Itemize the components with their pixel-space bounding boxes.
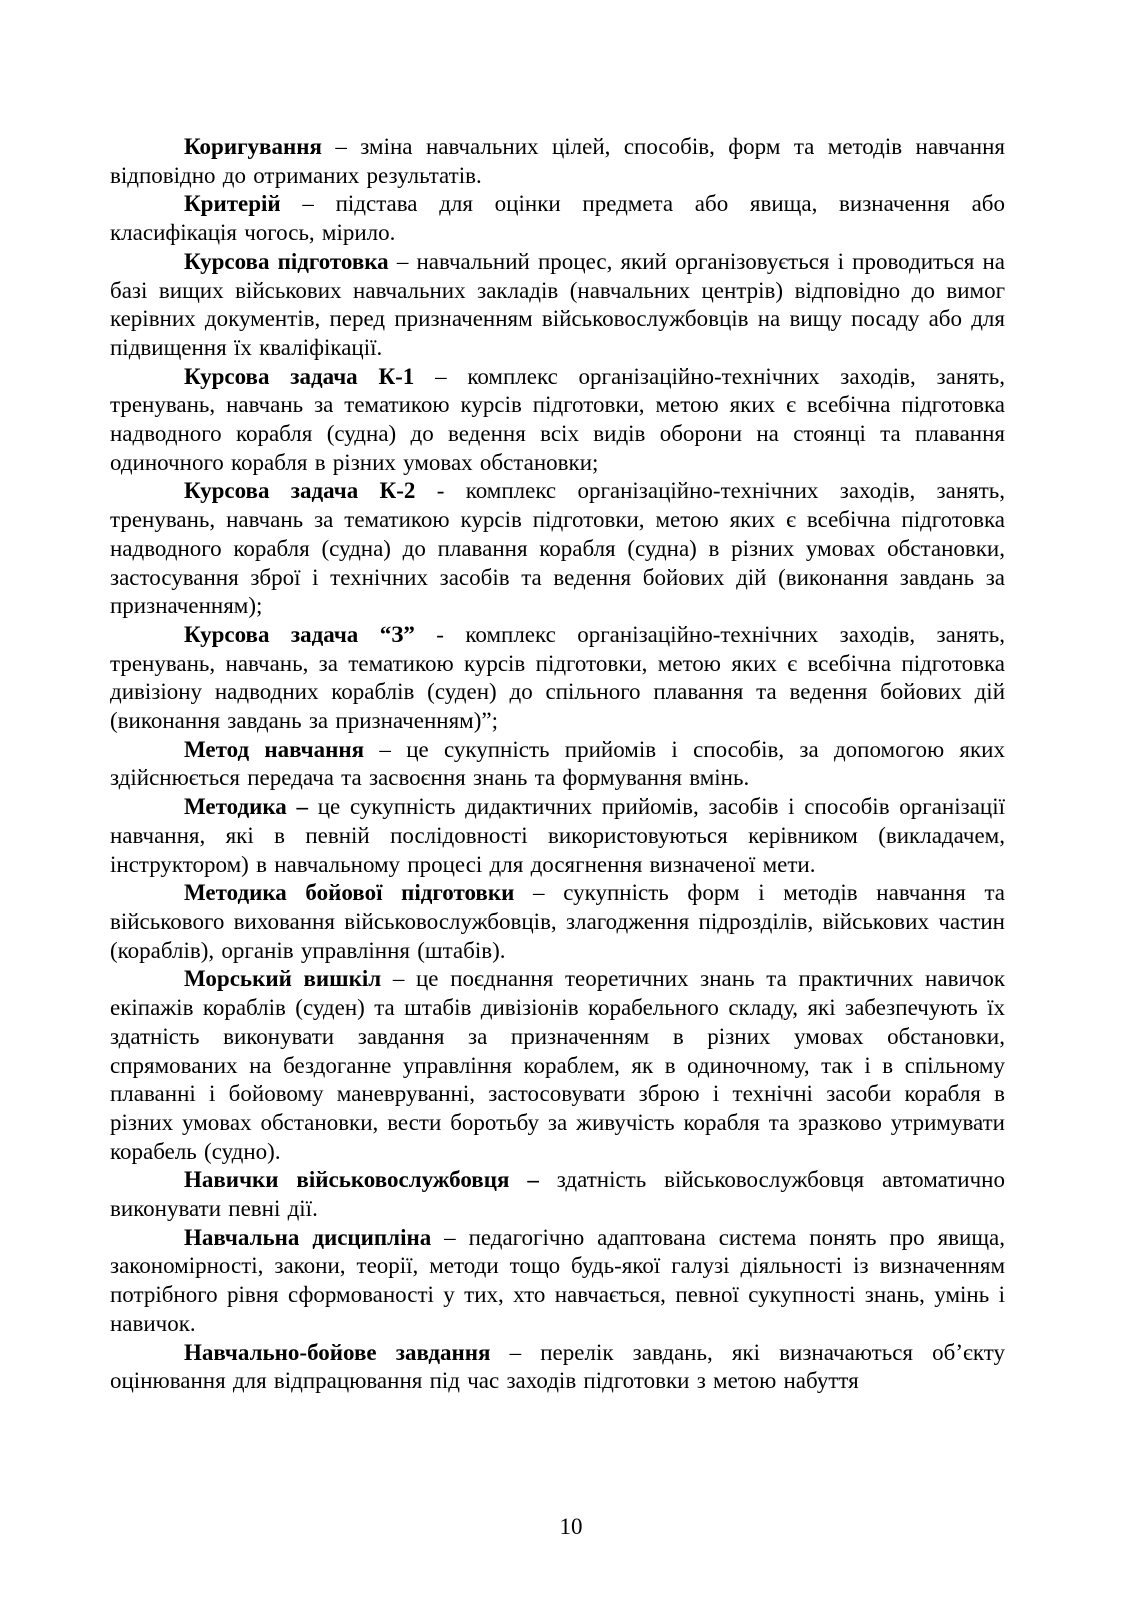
document-text-block (110, 133, 1005, 1396)
glossary-term: Методика бойової підготовки (184, 880, 515, 906)
glossary-paragraph (110, 1166, 1005, 1223)
term-separator: - (414, 621, 466, 647)
page-number: 10 (559, 1514, 583, 1539)
term-separator: – (490, 1339, 541, 1365)
glossary-definition: це сукупність дидактичних прийомів, засобів і способів організації навчання, які в певній послідовності використовуються керівником (викладачем, інструктором) в навчальному процесі для досягнення визначеної мети. (110, 794, 1005, 877)
term-separator: – (431, 1224, 469, 1250)
glossary-definition: сукупність форм і методів навчання та військового виховання військовослужбовців, злагодження підрозділів, військових частин (кораблів), органів управління (штабів). (110, 880, 1006, 963)
term-separator: – (414, 363, 468, 389)
glossary-term: Коригування (184, 134, 322, 159)
glossary-term: Курсова задача К-1 (184, 363, 415, 389)
glossary-term: Методика (184, 794, 287, 820)
term-separator: – (509, 1167, 557, 1193)
term-separator: – (388, 248, 417, 274)
term-separator: – (364, 736, 407, 762)
glossary-term: Навчально-бойове завдання (184, 1339, 491, 1365)
glossary-term: Курсова підготовка (184, 248, 389, 274)
glossary-definition: навчальний процес, який організовується і проводиться на базі вищих військових навчальних закладів (навчальних центрів) відповідно до вимог керівних документів, перед призначенням військовослужбовців на вищу посаду або для підвищення їх кваліфікації. (110, 248, 1006, 360)
glossary-definition: перелік завдань, які визначаються об’єкту оцінювання для відпрацювання під час заходів підготовки з метою набуття (110, 1339, 1005, 1394)
glossary-definitions (110, 133, 1005, 1396)
glossary-term: Навчальна дисципліна (184, 1224, 432, 1250)
term-separator: - (415, 478, 466, 504)
glossary-definition: підстава для оцінки предмета або явища, визначення або класифікація чогось, мірило. (110, 191, 1005, 246)
glossary-definition: комплекс організаційно-технічних заходів, занять, тренувань, навчань за тематикою курсів підготовки, метою яких є всебічна підготовка надводного корабля (судна) до плавання корабля (судна) в різних умовах обстановки, застосування зброї і технічних засобів та ведення бойових дій (виконання завдань за призначенням); (110, 478, 1005, 619)
glossary-paragraph (110, 477, 1005, 621)
glossary-paragraph (110, 965, 1005, 1166)
glossary-paragraph (110, 879, 1005, 965)
glossary-paragraph (110, 1339, 1005, 1396)
glossary-definition: педагогічно адаптована система понять про явища, закономірності, закони, теорії, методи тощо будь-якої галузі діяльності із визначенням потрібного рівня сформованості у тих, хто навчається, певної сукупності знань, умінь і навичок. (110, 1224, 1005, 1336)
glossary-definition: комплекс організаційно-технічних заходів, занять, тренувань, навчань за тематикою курсів підготовки, метою яких є всебічна підготовка надводного корабля (судна) до ведення всіх видів оборони на стоянці та плавання одиночного корабля в різних умовах обстановки; (110, 363, 1005, 475)
glossary-term: Курсова задача “З” (184, 621, 415, 647)
glossary-paragraph (110, 190, 1005, 247)
glossary-term: Курсова задача К-2 (184, 478, 416, 504)
term-separator: – (321, 134, 361, 159)
page-footer (0, 1513, 1142, 1541)
glossary-paragraph (110, 621, 1005, 736)
glossary-paragraph (110, 736, 1005, 793)
glossary-paragraph (110, 363, 1005, 478)
term-separator: – (381, 966, 416, 992)
term-separator: – (280, 191, 336, 217)
term-separator: – (514, 880, 564, 906)
glossary-term: Морський вишкіл (184, 966, 382, 992)
glossary-paragraph (110, 133, 1005, 190)
glossary-definition: комплекс організаційно-технічних заходів, занять, тренувань, навчань, за тематикою курсів підготовки, метою яких є всебічна підготовка дивізіону надводних кораблів (суден) до спільного плавання та ведення бойових дій (виконання завдань за призначенням)”; (110, 621, 1005, 734)
glossary-definition: це поєднання теоретичних знань та практичних навичок екіпажів кораблів (суден) та штабів дивізіонів корабельного складу, які забезпечують їх здатність виконувати завдання за призначенням в різних умовах обстановки, спрямованих на бездоганне управління кораблем, як в одиночному, так і в спільному плаванні і бойовому маневруванні, застосовувати зброю і технічні засоби корабля в різних умовах обстановки, вести боротьбу за живучість корабля та зразково утримувати корабель (судно). (110, 966, 1005, 1164)
glossary-term: Метод навчання (184, 736, 365, 762)
glossary-paragraph (110, 793, 1005, 879)
glossary-paragraph (110, 248, 1005, 363)
glossary-definition: зміна навчальних цілей, способів, форм та методів навчання відповідно до отриманих результатів. (110, 134, 1006, 188)
term-separator: – (286, 794, 318, 820)
glossary-term: Навички військовослужбовця (184, 1167, 510, 1193)
glossary-definition: здатність військовослужбовця автоматично виконувати певні дії. (110, 1167, 1005, 1222)
glossary-definition: це сукупність прийомів і способів, за допомогою яких здійснюється передача та засвоєння знань та формування вмінь. (110, 736, 1005, 791)
glossary-paragraph (110, 1224, 1005, 1339)
glossary-term: Критерій (184, 191, 281, 217)
